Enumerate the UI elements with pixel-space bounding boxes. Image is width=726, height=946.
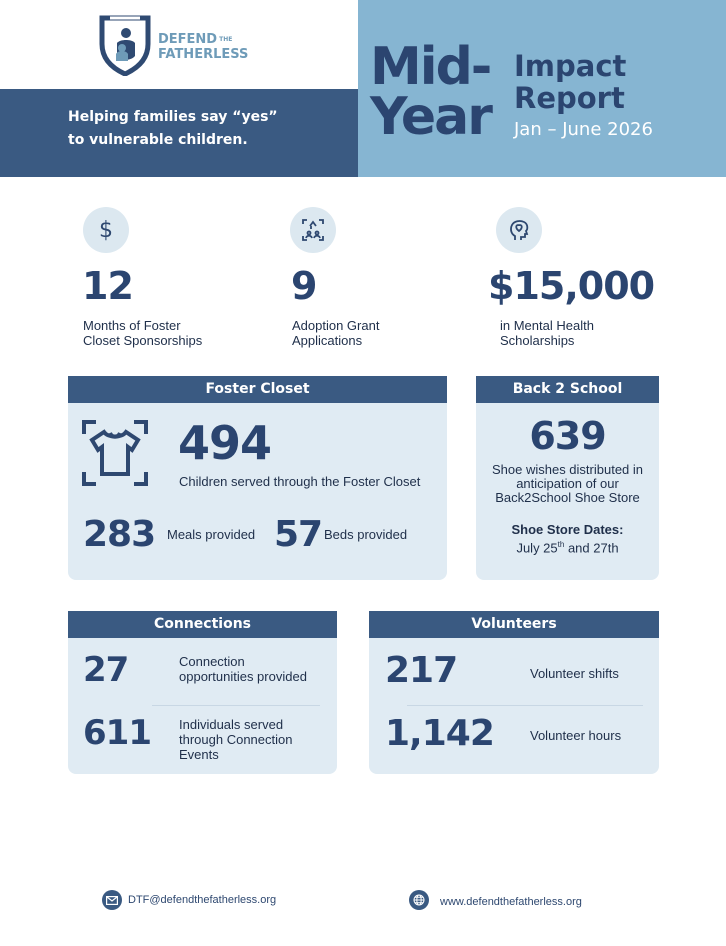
logo-wordmark <box>158 32 248 62</box>
stat-label-line: Applications <box>292 333 363 348</box>
logo-text-fatherless: FATHERLESS <box>158 47 249 62</box>
stat-sponsorships-label <box>83 318 202 348</box>
divider <box>152 705 320 706</box>
stat-scholarships-value: $15,000 <box>488 264 655 308</box>
stat-label-line: Months of Foster <box>83 318 181 333</box>
shoe-wishes-line: anticipation of our <box>516 476 619 491</box>
logo-shield-icon <box>98 14 152 76</box>
logo <box>98 14 258 76</box>
volunteers-card <box>369 611 659 774</box>
shoe-wishes-value: 639 <box>529 414 606 458</box>
meals-value: 283 <box>83 514 156 555</box>
tagline-line-1: Helping families say “yes” <box>68 109 278 125</box>
stat-scholarships-label <box>500 318 594 348</box>
children-served-label: Children served through the Foster Closet <box>179 474 421 489</box>
connection-label-line: opportunities provided <box>179 669 307 684</box>
individuals-served-label <box>179 717 292 762</box>
volunteer-hours-label: Volunteer hours <box>530 728 622 743</box>
meals-label: Meals provided <box>167 527 256 542</box>
title-impact-report <box>514 50 626 114</box>
connection-label-line: Events <box>179 747 219 762</box>
beds-label: Beds provided <box>324 527 408 542</box>
stat-label-line: in Mental Health <box>500 318 594 333</box>
divider <box>407 705 643 706</box>
back2school-card <box>476 376 659 580</box>
header-logo-area <box>0 0 358 89</box>
connection-label-line: Connection <box>179 654 245 669</box>
tagline <box>68 106 318 152</box>
shoe-wishes-line: Shoe wishes distributed in <box>491 462 644 477</box>
shoe-store-date-1: July 25 <box>516 540 558 556</box>
logo-text-defend: DEFEND <box>158 32 218 47</box>
shoe-store-date-2: and 27th <box>564 540 619 556</box>
stat-adoption-label <box>292 318 379 348</box>
stat-adoption-value: 9 <box>291 264 317 308</box>
title-year: Year <box>370 87 491 147</box>
logo-text-the: THE <box>219 36 233 43</box>
connection-opportunities-value: 27 <box>83 650 129 690</box>
title-mid: Mid- <box>370 37 491 97</box>
footer-email-link[interactable]: DTF@defendthefatherless.org <box>128 894 277 906</box>
shoe-wishes-label <box>476 463 659 505</box>
volunteers-title: Volunteers <box>369 611 659 638</box>
dollar-icon <box>83 207 129 253</box>
globe-icon <box>409 890 429 910</box>
connections-card <box>68 611 337 774</box>
email-icon <box>102 890 122 910</box>
family-icon <box>290 207 336 253</box>
connection-opportunities-label <box>179 654 307 684</box>
title-report: Report <box>514 81 625 115</box>
tagline-line-2: to vulnerable children. <box>68 132 248 148</box>
shoe-store-dates <box>476 537 659 555</box>
volunteer-shifts-label: Volunteer shifts <box>530 666 619 681</box>
mental-health-icon <box>496 207 542 253</box>
beds-value: 57 <box>274 514 323 555</box>
footer-website-link[interactable]: www.defendthefatherless.org <box>440 896 582 908</box>
report-dates: Jan – June 2026 <box>514 119 653 140</box>
foster-closet-title: Foster Closet <box>68 376 447 403</box>
shirt-icon <box>82 420 148 491</box>
foster-closet-card <box>68 376 447 580</box>
title-impact: Impact <box>514 49 627 83</box>
volunteer-hours-value: 1,142 <box>385 713 494 754</box>
shoe-wishes-line: Back2School Shoe Store <box>495 490 640 505</box>
individuals-served-value: 611 <box>83 713 151 753</box>
title-mid-year <box>370 37 491 147</box>
back2school-title: Back 2 School <box>476 376 659 403</box>
connection-label-line: Individuals served <box>179 717 284 732</box>
svg-text:$: $ <box>99 218 113 242</box>
stat-label-line: Adoption Grant <box>292 318 380 333</box>
connection-label-line: through Connection <box>179 732 293 747</box>
shoe-store-dates-title: Shoe Store Dates: <box>511 522 624 537</box>
children-served-value: 494 <box>178 416 272 470</box>
connections-title: Connections <box>68 611 337 638</box>
stat-sponsorships-value: 12 <box>82 264 133 308</box>
stat-label-line: Closet Sponsorships <box>83 333 203 348</box>
stat-label-line: Scholarships <box>500 333 575 348</box>
shoe-store-date-suffix: th <box>557 540 565 549</box>
volunteer-shifts-value: 217 <box>385 650 458 691</box>
